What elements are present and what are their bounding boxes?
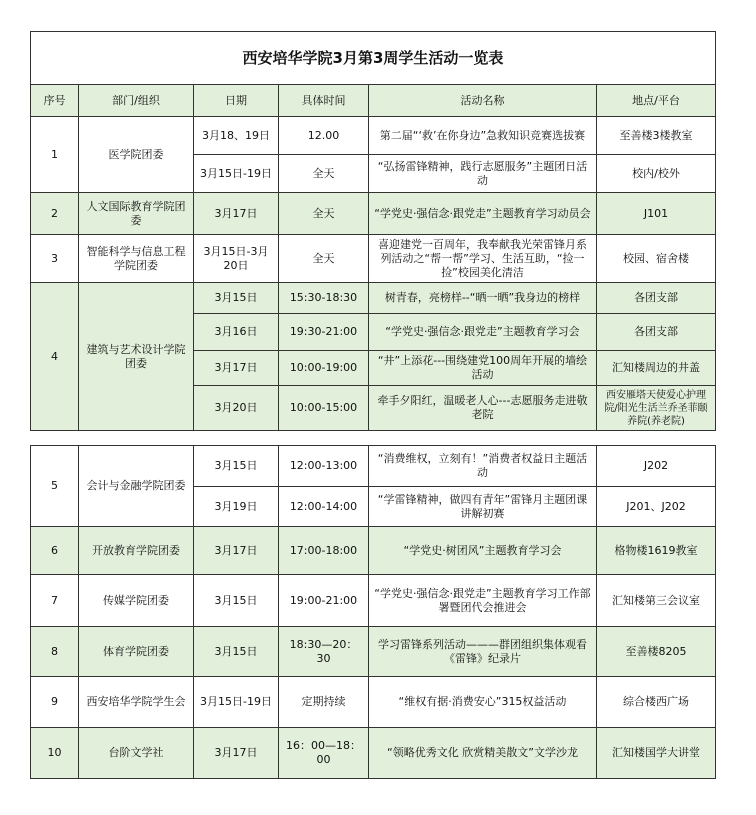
- row-place: J201、J202: [597, 487, 716, 527]
- row-place: 汇知楼国学大讲堂: [597, 728, 716, 779]
- table-row: [31, 283, 716, 314]
- row-dept: 体育学院团委: [79, 627, 194, 677]
- row-activity: “学雷锋精神，做四有青年”雷锋月主题团课讲解初赛: [369, 487, 597, 527]
- schedule-table-bottom: [30, 445, 716, 779]
- row-date: 3月15日-3月20日: [194, 235, 279, 283]
- row-date: 3月15日: [194, 627, 279, 677]
- row-date: 3月16日: [194, 314, 279, 351]
- row-dept: 智能科学与信息工程学院团委: [79, 235, 194, 283]
- row-dept: 会计与金融学院团委: [79, 446, 194, 527]
- row-place: 校园、宿舍楼: [597, 235, 716, 283]
- row-date: 3月20日: [194, 386, 279, 431]
- table-row: [31, 728, 716, 779]
- row-date: 3月18、19日: [194, 117, 279, 155]
- row-place: 汇知楼周边的井盖: [597, 351, 716, 386]
- row-no: 1: [31, 117, 79, 193]
- header-time: 具体时间: [279, 85, 369, 117]
- row-time: 12:00-14:00: [279, 487, 369, 527]
- row-no: 9: [31, 677, 79, 728]
- row-dept: 传媒学院团委: [79, 575, 194, 627]
- row-activity: 牵手夕阳红，温暖老人心---志愿服务走进敬老院: [369, 386, 597, 431]
- row-time: 16：00—18：00: [279, 728, 369, 779]
- row-place: J202: [597, 446, 716, 487]
- row-activity: 第二届“‘救’在你身边”急救知识竞赛选拔赛: [369, 117, 597, 155]
- row-no: 2: [31, 193, 79, 235]
- row-time: 10:00-15:00: [279, 386, 369, 431]
- row-time: 18:30—20：30: [279, 627, 369, 677]
- header-no: 序号: [31, 85, 79, 117]
- row-date: 3月17日: [194, 728, 279, 779]
- row-activity: “学党史·强信念·跟党走”主题教育学习动员会: [369, 193, 597, 235]
- row-time: 12:00-13:00: [279, 446, 369, 487]
- row-date: 3月15日: [194, 283, 279, 314]
- row-date: 3月19日: [194, 487, 279, 527]
- row-no: 6: [31, 527, 79, 575]
- header-date: 日期: [194, 85, 279, 117]
- row-place: 校内/校外: [597, 155, 716, 193]
- row-time: 全天: [279, 193, 369, 235]
- row-date: 3月15日-19日: [194, 155, 279, 193]
- row-dept: 台阶文学社: [79, 728, 194, 779]
- table-row: [31, 677, 716, 728]
- row-dept: 建筑与艺术设计学院团委: [79, 283, 194, 431]
- row-place: 汇知楼第三会议室: [597, 575, 716, 627]
- row-time: 定期持续: [279, 677, 369, 728]
- table-row: [31, 527, 716, 575]
- header-place: 地点/平台: [597, 85, 716, 117]
- row-activity: 喜迎建党一百周年，我奉献我光荣雷锋月系列活动之“帮一帮”学习、生活互助，“捡一捡”校园美化清洁: [369, 235, 597, 283]
- row-time: 12.00: [279, 117, 369, 155]
- row-place: J101: [597, 193, 716, 235]
- row-date: 3月15日: [194, 575, 279, 627]
- schedule-table-top: [30, 31, 716, 431]
- row-dept: 开放教育学院团委: [79, 527, 194, 575]
- row-activity: “维权有据·消费安心”315权益活动: [369, 677, 597, 728]
- row-place: 各团支部: [597, 283, 716, 314]
- row-dept: 西安培华学院学生会: [79, 677, 194, 728]
- row-activity: “井”上添花---围绕建党100周年开展的墙绘活动: [369, 351, 597, 386]
- table-row: [31, 627, 716, 677]
- row-dept: 医学院团委: [79, 117, 194, 193]
- row-time: 15:30-18:30: [279, 283, 369, 314]
- row-activity: “学党史·强信念·跟党走”主题教育学习会: [369, 314, 597, 351]
- row-time: 17:00-18:00: [279, 527, 369, 575]
- row-activity: “学党史·树团风”主题教育学习会: [369, 527, 597, 575]
- row-activity: “领略优秀文化 欣赏精美散文”文学沙龙: [369, 728, 597, 779]
- row-activity: “消费维权，立刻有！”消费者权益日主题活动: [369, 446, 597, 487]
- row-date: 3月15日-19日: [194, 677, 279, 728]
- row-no: 8: [31, 627, 79, 677]
- table-row: [31, 235, 716, 283]
- row-activity: “学党史·强信念·跟党走”主题教育学习工作部署暨团代会推进会: [369, 575, 597, 627]
- row-dept: 人文国际教育学院团委: [79, 193, 194, 235]
- row-no: 10: [31, 728, 79, 779]
- table-row: [31, 446, 716, 487]
- table-title: 西安培华学院3月第3周学生活动一览表: [31, 32, 716, 85]
- row-activity: “弘扬雷锋精神，践行志愿服务”主题团日活动: [369, 155, 597, 193]
- table-row: [31, 575, 716, 627]
- row-date: 3月17日: [194, 527, 279, 575]
- row-activity: 树青春，亮榜样--“晒一晒”我身边的榜样: [369, 283, 597, 314]
- row-place: 西安雁塔天使爱心护理院/阳光生活兰乔圣菲颐养院(养老院): [597, 386, 716, 431]
- row-activity: 学习雷锋系列活动———群团组织集体观看《雷锋》纪录片: [369, 627, 597, 677]
- row-time: 10:00-19:00: [279, 351, 369, 386]
- row-no: 4: [31, 283, 79, 431]
- row-place: 综合楼西广场: [597, 677, 716, 728]
- row-time: 全天: [279, 235, 369, 283]
- row-date: 3月17日: [194, 351, 279, 386]
- header-dept: 部门/组织: [79, 85, 194, 117]
- row-place: 至善楼8205: [597, 627, 716, 677]
- row-place: 格物楼1619教室: [597, 527, 716, 575]
- header-name: 活动名称: [369, 85, 597, 117]
- row-no: 7: [31, 575, 79, 627]
- row-no: 3: [31, 235, 79, 283]
- row-time: 全天: [279, 155, 369, 193]
- header-row: [31, 85, 716, 117]
- row-time: 19:00-21:00: [279, 575, 369, 627]
- row-place: 各团支部: [597, 314, 716, 351]
- row-no: 5: [31, 446, 79, 527]
- table-row: [31, 117, 716, 155]
- row-date: 3月17日: [194, 193, 279, 235]
- row-time: 19:30-21:00: [279, 314, 369, 351]
- row-date: 3月15日: [194, 446, 279, 487]
- row-place: 至善楼3楼教室: [597, 117, 716, 155]
- table-row: [31, 193, 716, 235]
